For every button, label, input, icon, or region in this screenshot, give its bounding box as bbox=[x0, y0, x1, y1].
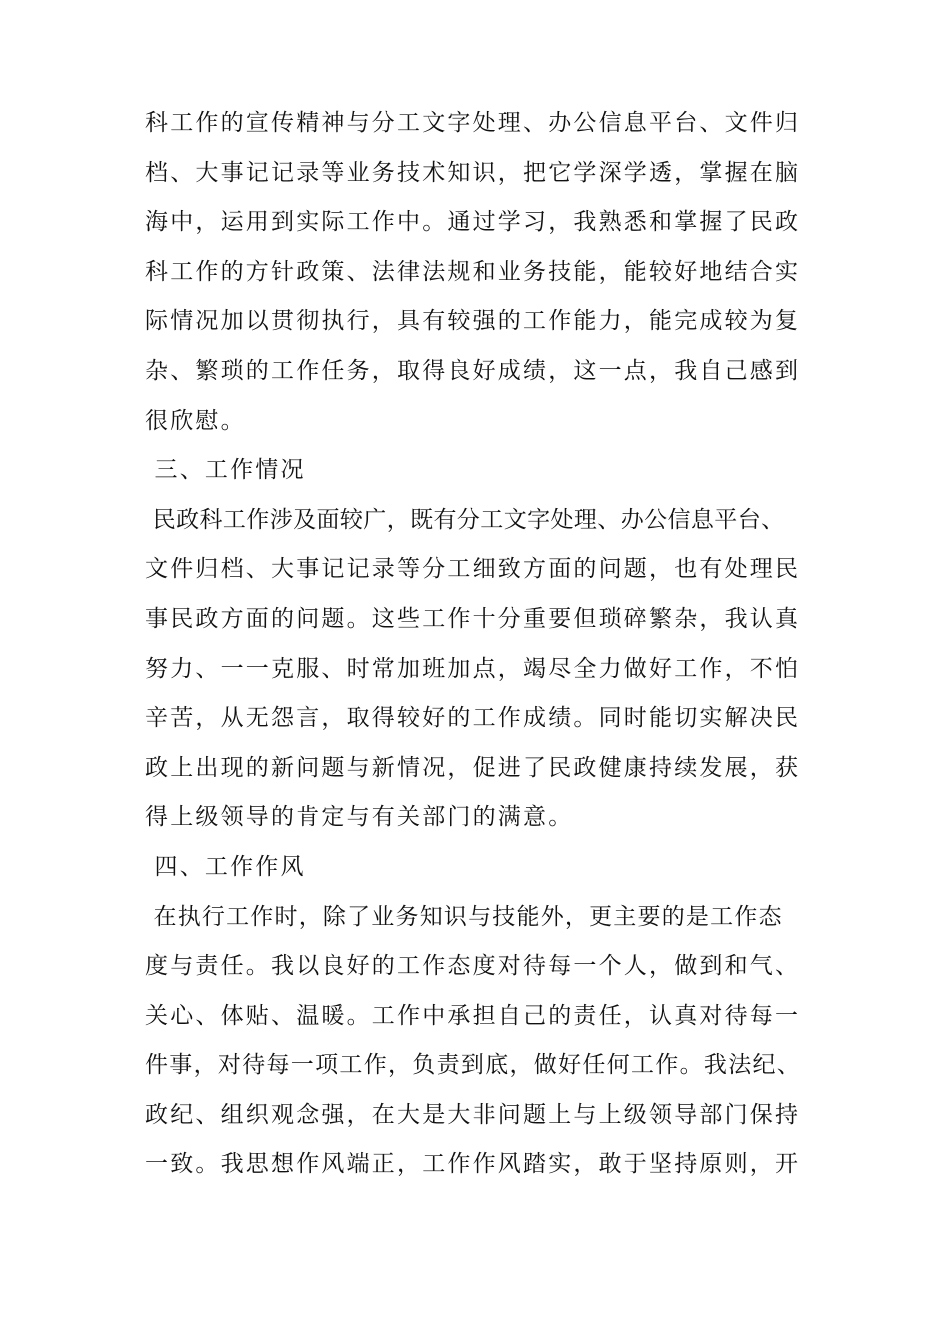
text-line: 海中，运用到实际工作中。通过学习，我熟悉和掌握了民政 bbox=[145, 209, 801, 236]
section-heading: 三、工作情况 bbox=[145, 457, 306, 484]
text-line: 在执行工作时，除了业务知识与技能外，更主要的是工作态 bbox=[145, 903, 783, 930]
text-line: 杂、繁琐的工作任务，取得良好成绩，这一点，我自己感到 bbox=[145, 357, 801, 384]
text-line: 一致。我思想作风端正，工作作风踏实，敢于坚持原则，开 bbox=[145, 1151, 801, 1178]
text-line: 度与责任。我以良好的工作态度对待每一个人，做到和气、 bbox=[145, 953, 801, 980]
text-line: 很欣慰。 bbox=[145, 407, 246, 434]
section-heading: 四、工作作风 bbox=[145, 853, 306, 880]
text-line: 努力、一一克服、时常加班加点，竭尽全力做好工作，不怕 bbox=[145, 655, 801, 682]
text-line: 件事，对待每一项工作，负责到底，做好任何工作。我法纪、 bbox=[145, 1052, 802, 1079]
text-line: 政纪、组织观念强，在大是大非问题上与上级领导部门保持 bbox=[145, 1101, 801, 1128]
text-line: 科工作的宣传精神与分工文字处理、办公信息平台、文件归 bbox=[145, 110, 801, 136]
text-line: 科工作的方针政策、法律法规和业务技能，能较好地结合实 bbox=[145, 258, 801, 285]
text-line: 政上出现的新问题与新情况，促进了民政健康持续发展，获 bbox=[145, 754, 801, 781]
document-body bbox=[145, 99, 815, 1190]
text-line: 民政科工作涉及面较广，既有分工文字处理、办公信息平台、 bbox=[145, 506, 785, 533]
text-line: 事民政方面的问题。这些工作十分重要但琐碎繁杂，我认真 bbox=[145, 605, 801, 632]
text-line: 档、大事记记录等业务技术知识，把它学深学透，掌握在脑 bbox=[145, 159, 801, 186]
text-line: 际情况加以贯彻执行，具有较强的工作能力，能完成较为复 bbox=[145, 308, 801, 335]
text-line: 文件归档、大事记记录等分工细致方面的问题，也有处理民 bbox=[145, 556, 801, 583]
text-line: 辛苦，从无怨言，取得较好的工作成绩。同时能切实解决民 bbox=[145, 705, 801, 732]
text-line: 得上级领导的肯定与有关部门的满意。 bbox=[145, 804, 574, 831]
text-line: 关心、体贴、温暖。工作中承担自己的责任，认真对待每一 bbox=[145, 1002, 801, 1029]
